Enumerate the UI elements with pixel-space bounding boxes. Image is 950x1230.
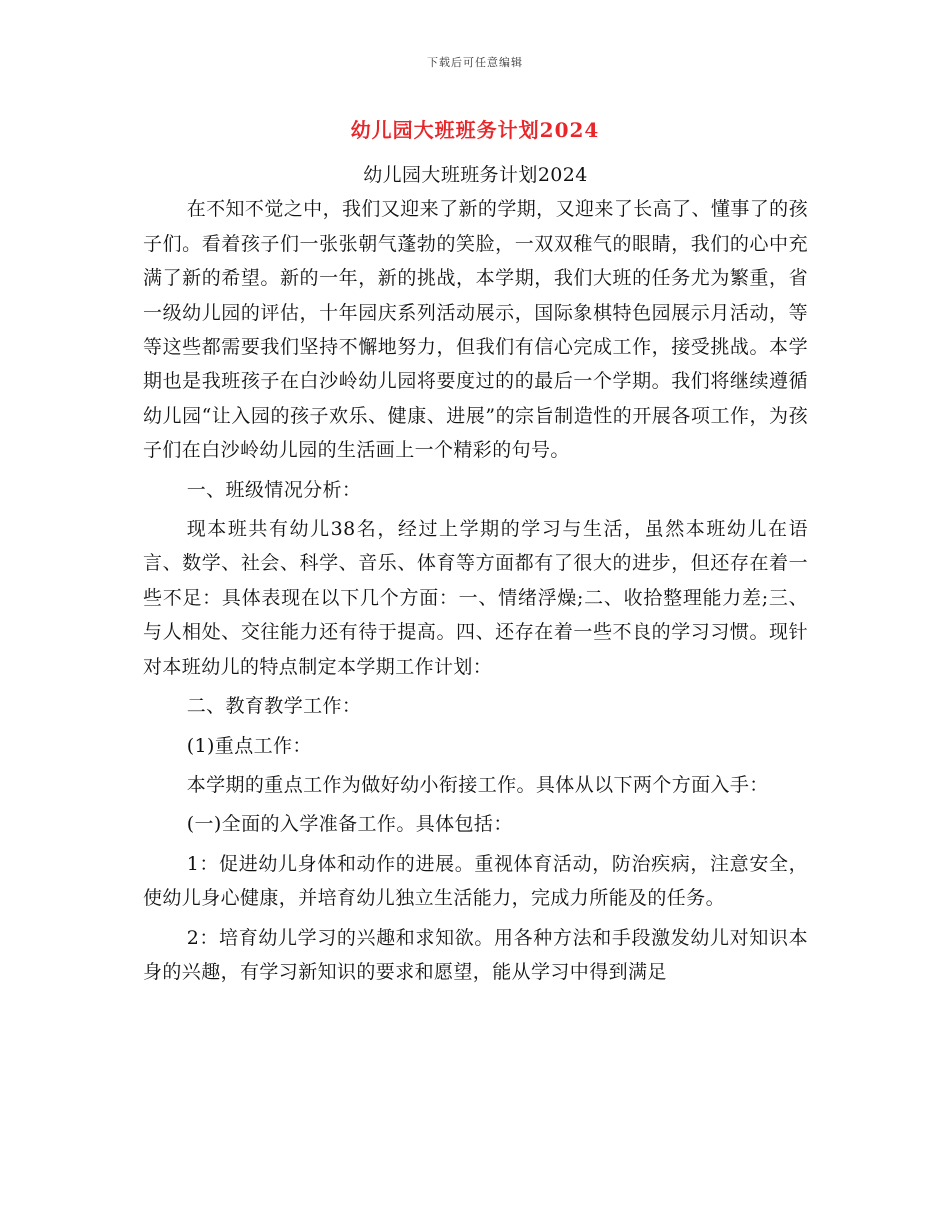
section-2-heading: 二、教育教学工作： [186, 695, 362, 718]
header-note: 下载后可任意编辑 [427, 56, 523, 69]
document-body [143, 158, 808, 989]
section-1-paragraph: 现本班共有幼儿38名，经过上学期的学习与生活，虽然本班幼儿在语言、数学、社会、科学、音乐、体育等方面都有了很大的进步，但还存在着一些不足：具体表现在以下几个方面：一、情绪浮燥;二、收拾整理能力差;三、与人相处、交往能力还有待于提高。四、还存在着一些不良的学习习惯。现针对本班幼儿的特点制定本学期工作计划： [143, 518, 808, 678]
intro-paragraph: 在不知不觉之中，我们又迎来了新的学期，又迎来了长高了、懂事了的孩子们。看着孩子们一张张朝气蓬勃的笑脸，一双双稚气的眼睛，我们的心中充满了新的希望。新的一年，新的挑战，本学期，我们大班的任务尤为繁重，省一级幼儿园的评估，十年园庆系列活动展示，国际象棋特色园展示月活动，等等这些都需要我们坚持不懈地努力，但我们有信心完成工作，接受挑战。本学期也是我班孩子在白沙岭幼儿园将要度过的的最后一个学期。我们将继续遵循幼儿园“让入园的孩子欢乐、健康、进展”的宗旨制造性的开展各项工作，为孩子们在白沙岭幼儿园的生活画上一个精彩的句号。 [143, 198, 808, 462]
list-item-1: 1：促进幼儿身体和动作的进展。重视体育活动，防治疾病，注意安全，使幼儿身心健康，并培育幼儿独立生活能力，完成力所能及的任务。 [143, 852, 808, 910]
prep-heading: (一)全面的入学准备工作。具体包括： [186, 813, 513, 836]
key-work-heading: (1)重点工作： [186, 734, 312, 757]
list-item-2: 2：培育幼儿学习的兴趣和求知欲。用各种方法和手段激发幼儿对知识本身的兴趣，有学习新知识的要求和愿望，能从学习中得到满足 [143, 926, 808, 983]
key-work-paragraph: 本学期的重点工作为做好幼小衔接工作。具体从以下两个方面入手： [186, 773, 769, 796]
document-subtitle: 幼儿园大班班务计划2024 [363, 164, 588, 186]
section-1-heading: 一、班级情况分析： [186, 478, 362, 501]
document-title: 幼儿园大班班务计划2024 [350, 118, 600, 142]
